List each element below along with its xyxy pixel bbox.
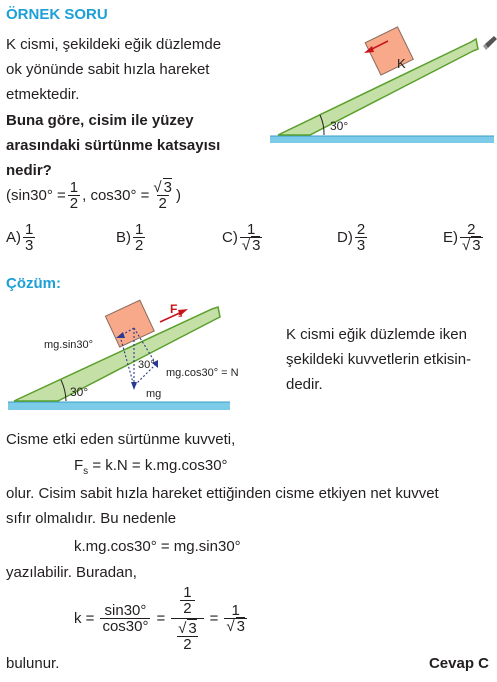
hint-open: (sin30° = <box>6 186 66 204</box>
k-lhs: k = <box>74 609 95 627</box>
equation-1 <box>74 453 228 484</box>
eq1-sub: s <box>83 466 89 477</box>
sqrt-icon: √ <box>462 237 471 254</box>
option-b-den: 2 <box>135 237 144 254</box>
sqrt-icon: √ <box>178 619 187 637</box>
res-den: 3 <box>236 617 245 635</box>
option-c-letter: C) <box>222 229 238 246</box>
big-num-den: 2 <box>180 600 194 616</box>
inner-angle-label: 30° <box>138 359 155 371</box>
incline-figure-1 <box>266 22 497 154</box>
eq-sign-1: = <box>156 609 166 627</box>
solution-p2: olur. Cisim sabit hızla hareket ettiğinden cisme etkiyen net kuvvet <box>6 485 439 502</box>
option-e-den: 3 <box>472 237 481 254</box>
eq1-rest: = k.N = k.mg.cos30° <box>88 457 228 474</box>
fs-label: F <box>170 302 178 316</box>
option-a[interactable] <box>6 222 37 253</box>
mg-sin-label: mg.sin30° <box>44 339 94 351</box>
hint-sin-fraction <box>68 180 80 211</box>
incline-figure-2 <box>2 296 278 416</box>
sqrt-icon: √ <box>241 237 251 254</box>
ground-surface <box>8 402 230 410</box>
option-b-num: 1 <box>135 221 144 238</box>
hint-sin-den: 2 <box>69 194 79 212</box>
option-d-letter: D) <box>337 229 353 246</box>
big-den-num: 3 <box>188 619 197 637</box>
ground-surface <box>270 136 494 143</box>
option-a-den: 3 <box>25 237 34 254</box>
option-a-num: 1 <box>25 221 34 238</box>
solution-side-1: K cismi eğik düzlemde iken <box>286 326 467 343</box>
eq1-f: F <box>74 457 84 474</box>
option-a-letter: A) <box>6 229 21 246</box>
solution-side-3: dedir. <box>286 376 323 393</box>
solution-p1: Cisme etki eden sürtünme kuvveti, <box>6 431 236 448</box>
hint-cos-den: 2 <box>158 194 167 212</box>
mg-cos-label: mg.cos30° = N <box>166 367 239 379</box>
equation-2: k.mg.cos30° = mg.sin30° <box>74 538 241 555</box>
pencil-icon <box>483 36 497 50</box>
solution-p4: yazılabilir. Buradan, <box>6 564 137 581</box>
hint-line <box>6 177 181 213</box>
eq-sign-2: = <box>209 609 219 627</box>
option-d-num: 2 <box>356 221 366 238</box>
big-num-num: 1 <box>183 583 192 601</box>
option-e-letter: E) <box>443 229 458 246</box>
hint-cos-fraction <box>151 180 174 211</box>
answer-label: Cevap C <box>428 655 489 672</box>
solution-p3: sıfır olmalıdır. Bu nedenle <box>6 510 177 527</box>
option-b[interactable] <box>116 222 147 253</box>
hint-close: ) <box>176 186 181 204</box>
solution-p5: bulunur. <box>6 655 60 672</box>
question-line-1: K cismi, şekildeki eğik düzlemde <box>6 36 222 53</box>
base-angle-label: 30° <box>70 385 89 399</box>
fs-sub: s <box>178 310 183 319</box>
section-title: ÖRNEK SORU <box>6 6 108 23</box>
k-equation <box>74 576 249 660</box>
k-den: cos30° <box>102 617 149 635</box>
hint-sin-num: 1 <box>69 178 79 196</box>
res-num: 1 <box>231 601 240 619</box>
option-c-num: 1 <box>246 221 256 238</box>
hint-mid: , cos30° = <box>82 186 150 204</box>
k-num: sin30° <box>104 601 147 619</box>
option-c-den: 3 <box>252 237 261 254</box>
big-den-den: 2 <box>177 636 197 652</box>
question-line-3: etmektedir. <box>6 86 80 103</box>
option-d-den: 3 <box>356 237 366 254</box>
complex-fraction <box>171 585 203 652</box>
solution-side-2: şekildeki kuvvetlerin etkisin- <box>286 351 472 368</box>
option-e-num: 2 <box>467 221 476 238</box>
question-bold-3: nedir? <box>6 162 52 179</box>
option-d[interactable] <box>337 222 369 253</box>
hint-cos-num: 3 <box>163 178 172 196</box>
mg-arrow-icon <box>131 382 137 390</box>
option-c[interactable] <box>222 222 264 253</box>
mg-label: mg <box>146 388 162 400</box>
question-bold-1: Buna göre, cisim ile yüzey <box>6 112 194 129</box>
angle-label: 30° <box>330 119 349 133</box>
question-bold-2: arasındaki sürtünme katsayısı <box>6 137 221 154</box>
sqrt-icon: √ <box>153 178 162 196</box>
block-k-label: K <box>397 56 406 71</box>
sqrt-icon: √ <box>226 617 235 635</box>
option-b-letter: B) <box>116 229 131 246</box>
option-e[interactable] <box>443 222 485 253</box>
question-line-2: ok yönünde sabit hızla hareket <box>6 61 210 78</box>
solution-title: Çözüm: <box>6 275 61 292</box>
